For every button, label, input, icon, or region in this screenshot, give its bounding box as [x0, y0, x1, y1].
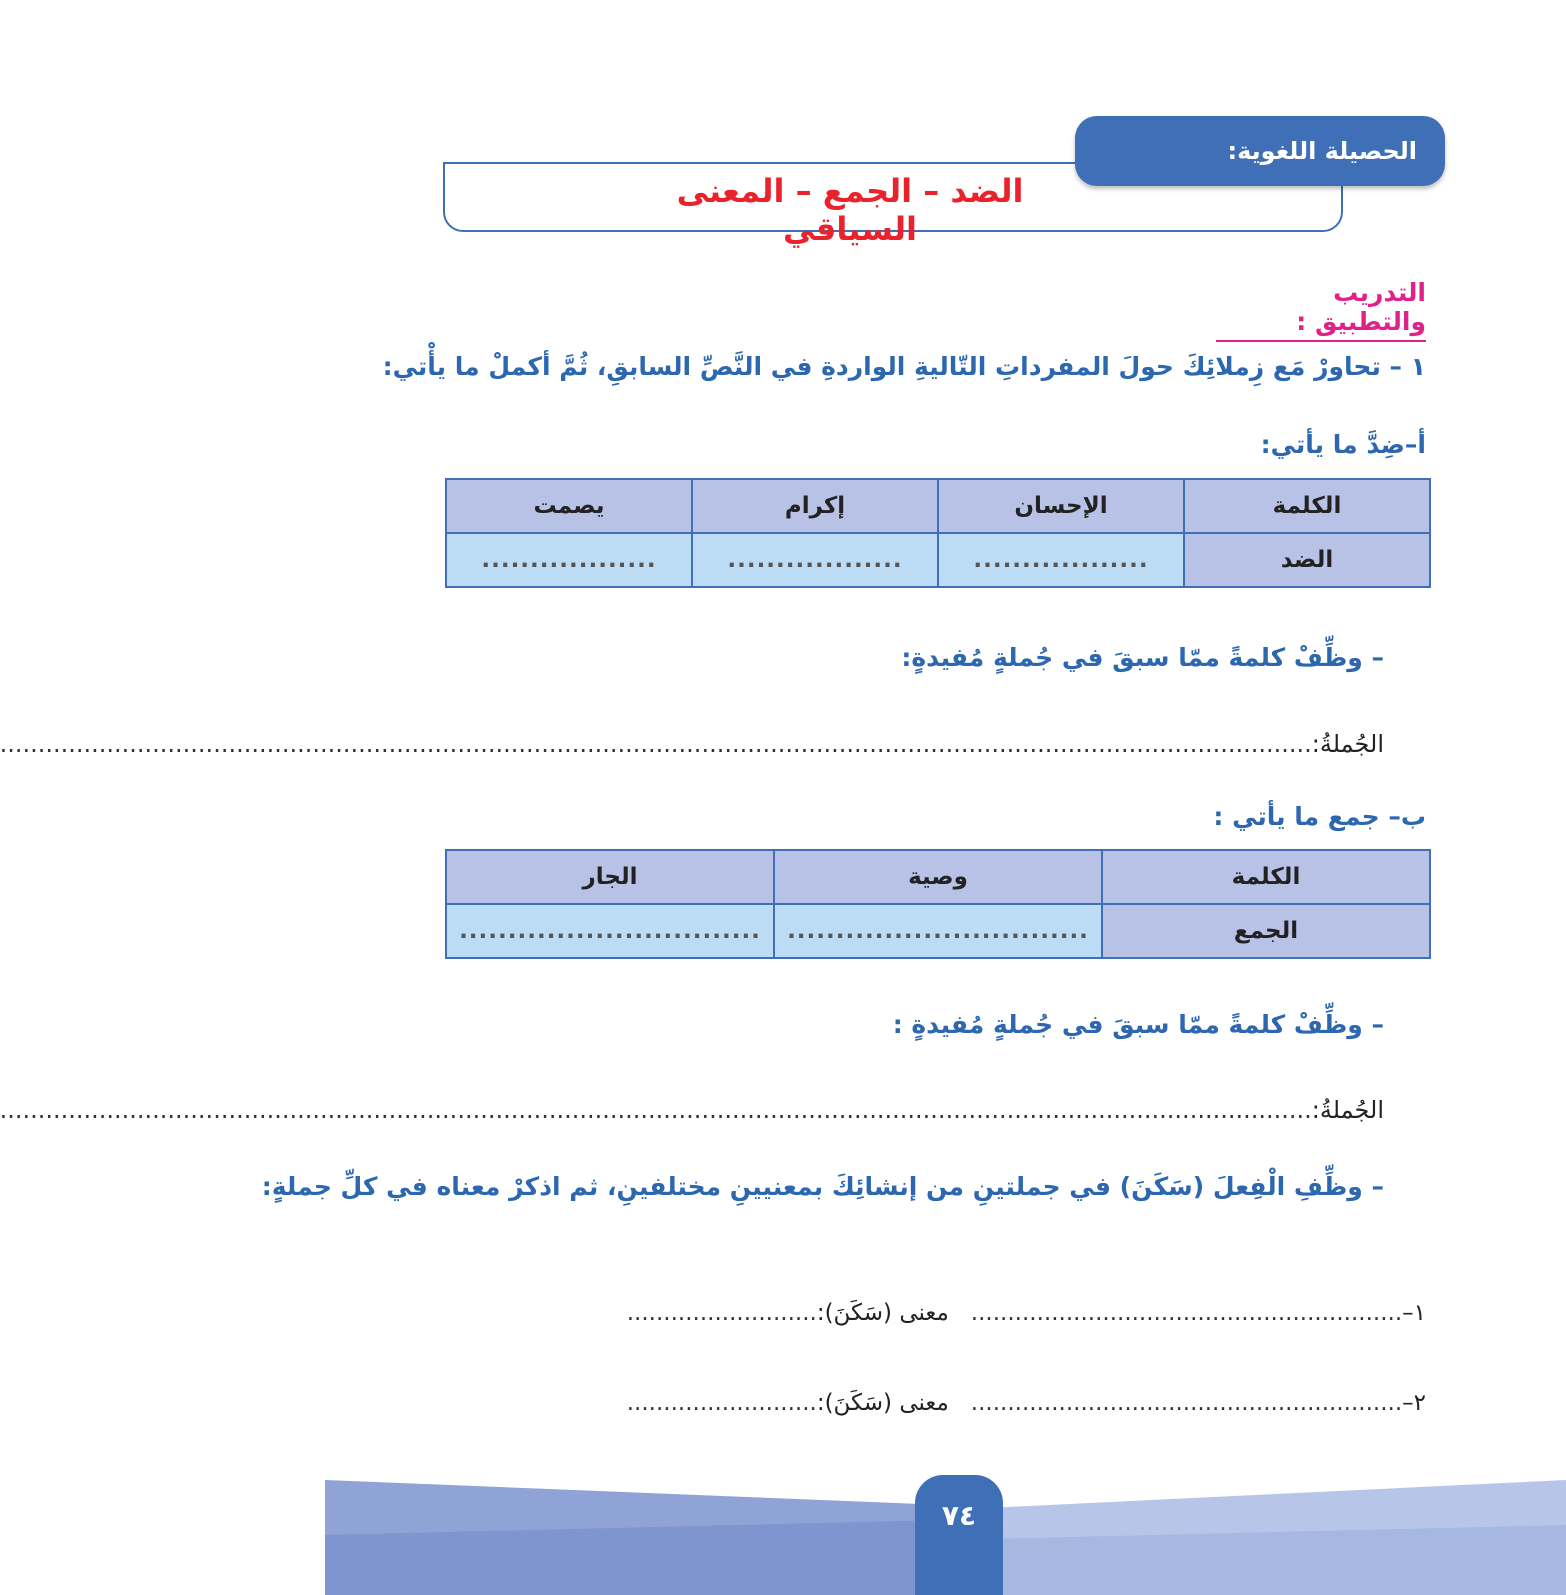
page-number-badge — [915, 1475, 1003, 1595]
answer-blank-cell[interactable]: ............................... — [446, 904, 774, 958]
part-b-heading: ب– جمع ما يأتي : — [1213, 802, 1426, 831]
plurals-table — [445, 849, 1431, 959]
meaning-label: معنى (سَكَنَ): — [816, 1300, 949, 1326]
section-tab — [1075, 116, 1445, 186]
word-cell: إكرام — [692, 479, 938, 533]
answer-blank-cell[interactable]: .................. — [938, 533, 1184, 587]
row-header-cell: الكلمة — [1184, 479, 1430, 533]
topic-title: الضد – الجمع – المعنى السياقي — [676, 172, 1024, 248]
sentence-label: الجُملةُ: — [1311, 1096, 1384, 1124]
use-word-instruction-a: – وظِّفْ كلمةً ممّا سبقَ في جُملةٍ مُفيدةٍ: — [901, 643, 1384, 672]
answer-line-1[interactable] — [627, 1300, 1426, 1326]
page-number: ٧٤ — [941, 1498, 977, 1532]
sentence-blank: ............................................................................................................................................................................ — [0, 1096, 1312, 1124]
item-number: ١– — [1402, 1300, 1426, 1326]
meaning-blank: .......................... — [626, 1300, 817, 1326]
answer-blank-cell[interactable]: .................. — [446, 533, 692, 587]
antonyms-table — [445, 478, 1431, 588]
answer-line-2[interactable] — [627, 1390, 1426, 1416]
sentence-blank: ........................................................... — [970, 1300, 1403, 1326]
row-answer-label-cell: الجمع — [1102, 904, 1430, 958]
meaning-label: معنى (سَكَنَ): — [816, 1390, 949, 1416]
section-label: الحصيلة اللغوية: — [1227, 137, 1417, 165]
sentence-label: الجُملةُ: — [1311, 730, 1384, 758]
verb-task-instruction: – وظِّفِ الْفِعلَ (سَكَنَ) في جملتينِ من إنشائِكَ بمعنيينِ مختلفينِ، ثم اذكرْ معناه في كلِّ جملةٍ: — [261, 1172, 1384, 1201]
meaning-blank: .......................... — [626, 1390, 817, 1416]
word-cell: وصية — [774, 850, 1102, 904]
item-number: ٢– — [1402, 1390, 1426, 1416]
answer-blank-cell[interactable]: ............................... — [774, 904, 1102, 958]
use-word-instruction-b: – وظِّفْ كلمةً ممّا سبقَ في جُملةٍ مُفيدةٍ : — [892, 1010, 1384, 1039]
sentence-line-a[interactable] — [0, 730, 1384, 758]
table-row — [446, 533, 1430, 587]
word-cell: الجار — [446, 850, 774, 904]
table-row — [446, 850, 1430, 904]
practice-heading: التدريب والتطبيق : — [1216, 278, 1426, 342]
part-a-heading: أ–ضِدَّ ما يأتي: — [1260, 430, 1426, 459]
sentence-blank: ............................................................................................................................................................................ — [0, 730, 1312, 758]
sentence-line-b[interactable] — [0, 1096, 1384, 1124]
sentence-blank: ........................................................... — [970, 1390, 1403, 1416]
word-cell: يصمت — [446, 479, 692, 533]
row-header-cell: الكلمة — [1102, 850, 1430, 904]
table-row — [446, 479, 1430, 533]
question-1-text: ١ – تحاورْ مَع زِملائِكَ حولَ المفرداتِ التّاليةِ الواردةِ في النَّصِّ السابقِ، ثُمَّ أكملْ ما يأْتي: — [382, 352, 1426, 381]
row-answer-label-cell: الضد — [1184, 533, 1430, 587]
word-cell: الإحسان — [938, 479, 1184, 533]
answer-blank-cell[interactable]: .................. — [692, 533, 938, 587]
table-row — [446, 904, 1430, 958]
